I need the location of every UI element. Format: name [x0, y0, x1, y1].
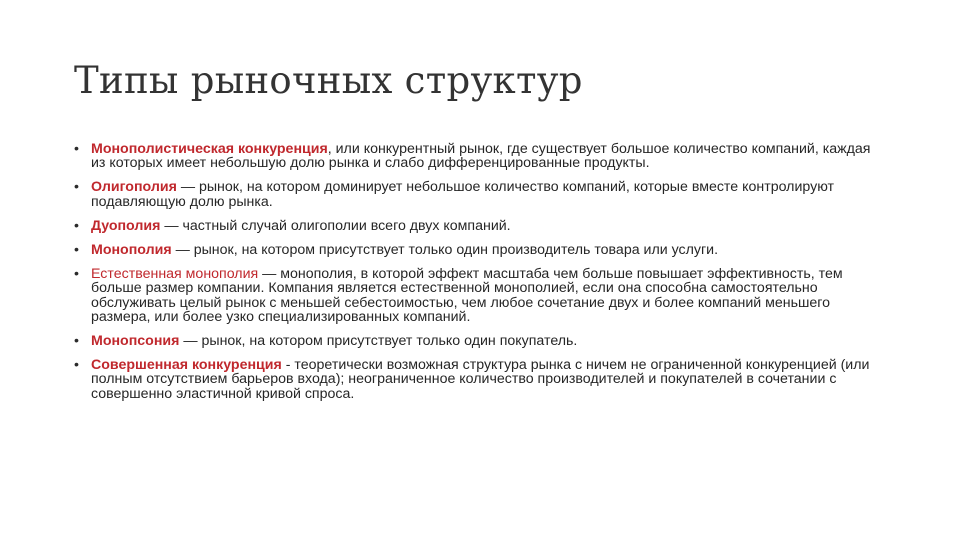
bullet-icon: •: [74, 179, 79, 196]
term-label: Монополистическая конкуренция: [91, 141, 328, 157]
list-item-oligopoly: [74, 180, 874, 209]
list-item-monopsony: [74, 334, 874, 348]
term-description: — рынок, на котором доминирует небольшое количество компаний, которые вместе контролируют подавляющую долю рынка.: [91, 179, 835, 210]
term-description: — рынок, на котором присутствует только один производитель товара или услуги.: [171, 241, 719, 258]
list-item-duopoly: [74, 219, 874, 233]
list-item-natural-monopoly: [74, 267, 874, 325]
list-item-perfect-competition: [74, 358, 874, 401]
bullet-icon: •: [74, 333, 79, 350]
bullet-icon: •: [74, 357, 79, 374]
term-description: — рынок, на котором присутствует только один покупатель.: [179, 333, 578, 350]
bullet-list: [74, 142, 874, 411]
slide-title: Типы рыночных структур: [74, 59, 583, 102]
term-description: — частный случай олигополии всего двух компаний.: [160, 217, 511, 234]
term-label: Совершенная конкуренция: [91, 357, 282, 374]
list-item-monopoly: [74, 243, 874, 257]
bullet-icon: •: [74, 141, 79, 157]
term-description: , или конкурентный рынок, где существует большое количество компаний, каждая из которых имеет небольшую долю рынка и слабо дифференцированные продукты.: [91, 141, 871, 172]
term-label: Олигополия: [91, 179, 177, 196]
bullet-icon: •: [74, 217, 79, 234]
term-description: — монополия, в которой эффект масштаба чем больше повышает эффективность, тем больше размер компании. Компания является естественной монополией, если она способна самостоятельно обслуживать целый рынок с меньшей себестоимостью, чем любое сочетание двух и более компаний меньшего размера, или более узко специализированных компаний.: [91, 265, 843, 326]
list-item-monopolistic-competition: [74, 142, 874, 171]
term-label: Монопсония: [91, 333, 180, 350]
term-label: Монополия: [91, 241, 172, 258]
bullet-icon: •: [74, 241, 79, 258]
term-description: - теоретически возможная структура рынка с ничем не ограниченной конкуренцией (или полным отсутствием барьеров входа); неограниченное количество производителей и покупателей в сочетании с совершенно эластичной кривой спроса.: [91, 357, 870, 402]
bullet-icon: •: [74, 265, 79, 282]
term-label: Дуополия: [91, 217, 161, 234]
term-label: Естественная монополия: [91, 265, 259, 282]
